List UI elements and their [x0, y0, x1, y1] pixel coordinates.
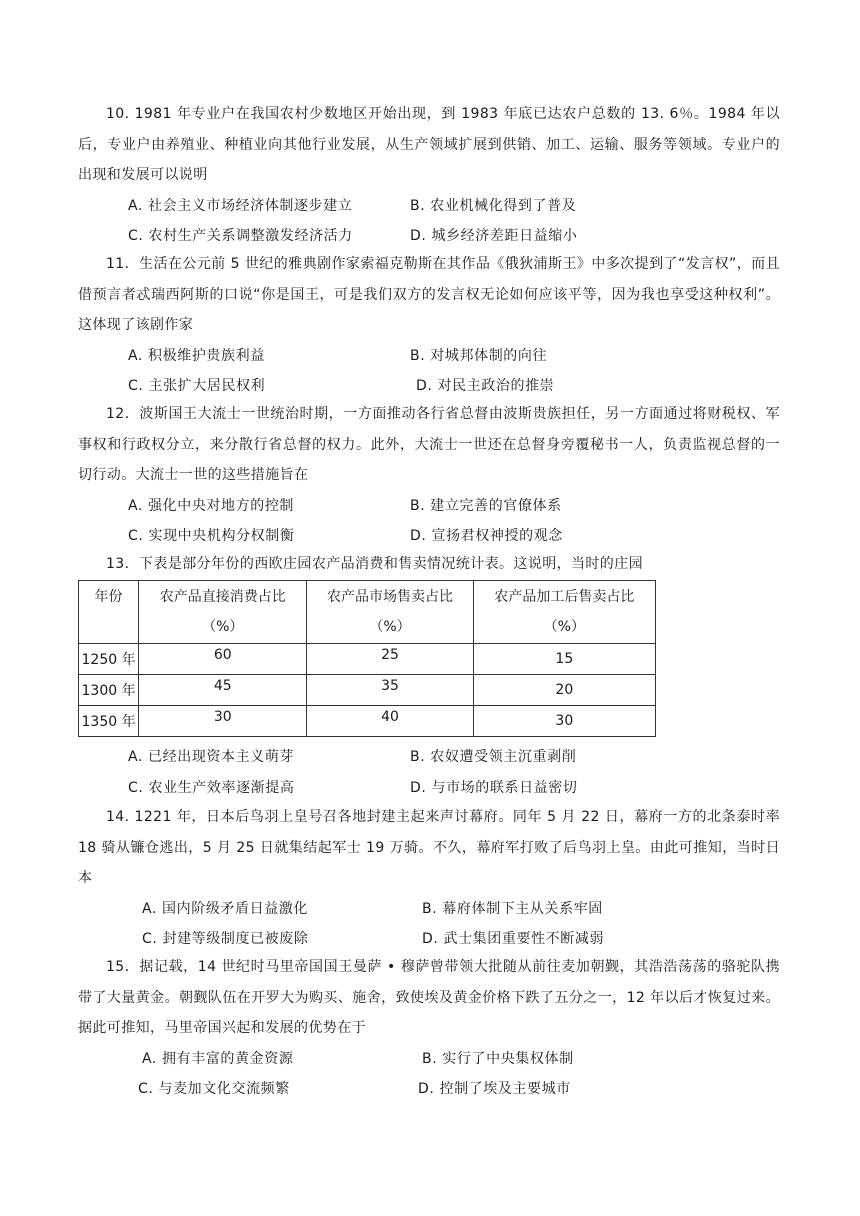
question-14-stem: 14. 1221 年，日本后鸟羽上皇号召各地封建主起来声讨幕府。同年 5 月 22 日，幕府一方的北条泰时率 18 骑从镰仓逃出，5 月 25 日就集结起军士 19 万骑。不久，幕府军打败了后鸟羽上皇。由此可推知，当时日本 [78, 809, 780, 886]
question-11 [78, 249, 780, 402]
question-13-stem: 13．下表是部分年份的西欧庄园农产品消费和售卖情况统计表。这说明，当时的庄园 [106, 556, 644, 572]
question-14-option-d: D. 武士集团重要性不断减弱 [422, 931, 605, 947]
table-cell-year: 1250 年 [79, 644, 139, 675]
table-header-row [79, 581, 656, 644]
table-cell: 30 [473, 706, 655, 737]
table-header-cell: 农产品直接消费占比 （%） [139, 581, 307, 644]
question-13-options-row1 [78, 742, 780, 773]
table-row [79, 706, 656, 737]
table-cell: 25 [307, 644, 473, 675]
question-13-option-b: B. 农奴遭受领主沉重剥削 [410, 749, 577, 765]
question-11-stem: 11．生活在公元前 5 世纪的雅典剧作家索福克勒斯在其作品《俄狄浦斯王》中多次提到了“发言权”，而且借预言者忒瑞西阿斯的口说“你是国王，可是我们双方的发言权无论如何应该平等，因为我也享受这种权利”。这体现了该剧作家 [78, 256, 780, 333]
table-cell-year: 1300 年 [79, 675, 139, 706]
question-14-options-row1 [78, 894, 780, 925]
question-10-options-row2 [78, 221, 780, 252]
table-cell: 30 [139, 706, 307, 737]
question-12 [78, 399, 780, 552]
question-15-option-d: D. 控制了埃及主要城市 [418, 1081, 571, 1097]
question-15-option-c: C. 与麦加文化交流频繁 [138, 1081, 290, 1097]
question-12-option-a: A. 强化中央对地方的控制 [128, 497, 295, 514]
question-11-options-row1 [78, 341, 780, 372]
question-14-option-c: C. 封建等级制度已被废除 [142, 931, 309, 947]
table-row [79, 675, 656, 706]
question-10-option-c: C. 农村生产关系调整激发经济活力 [128, 228, 353, 244]
table-cell: 15 [473, 644, 655, 675]
table-header-cell: 年份 [79, 581, 139, 644]
question-10-option-a: A. 社会主义市场经济体制逐步建立 [128, 197, 353, 214]
question-14-options-row2 [78, 924, 780, 955]
question-14-option-a: A. 国内阶级矛盾日益激化 [142, 900, 309, 917]
table-cell: 35 [307, 675, 473, 706]
table-cell-year: 1350 年 [79, 706, 139, 737]
question-15-options-row2 [78, 1074, 780, 1105]
question-12-options-row2 [78, 521, 780, 552]
table-cell: 45 [139, 675, 307, 706]
question-15-stem: 15．据记载，14 世纪时马里帝国国王曼萨 • 穆萨曾带领大批随从前往麦加朝觐，其浩浩荡荡的骆驼队携带了大量黄金。朝觐队伍在开罗大为购买、施舍，致使埃及黄金价格下跌了五分之一，12 年以后才恢复过来。据此可推知，马里帝国兴起和发展的优势在于 [78, 959, 780, 1036]
table-cell: 40 [307, 706, 473, 737]
question-14-option-b: B. 幕府体制下主从关系牢固 [422, 900, 603, 917]
question-13-option-c: C. 农业生产效率逐渐提高 [128, 779, 295, 796]
question-13-option-a: A. 已经出现资本主义萌芽 [128, 749, 295, 765]
question-12-options-row1 [78, 491, 780, 522]
question-10-stem: 10. 1981 年专业户在我国农村少数地区开始出现，到 1983 年底已达农户总数的 13. 6％。1984 年以后，专业户由养殖业、种植业向其他行业发展，从生产领域扩展到供销、加工、运输、服务等领域。专业户的出现和发展可以说明 [78, 106, 780, 183]
question-15-option-a: A. 拥有丰富的黄金资源 [142, 1050, 294, 1067]
question-11-option-a: A. 积极维护贵族利益 [128, 347, 265, 364]
question-12-option-d: D. 宣扬君权神授的观念 [410, 528, 563, 544]
question-13-options [78, 742, 780, 803]
question-12-option-c: C. 实现中央机构分权制衡 [128, 528, 295, 544]
question-13-option-d: D. 与市场的联系日益密切 [410, 779, 578, 796]
question-10 [78, 99, 780, 252]
question-10-option-d: D. 城乡经济差距日益缩小 [410, 228, 578, 244]
question-11-options-row2 [78, 371, 780, 402]
question-15 [78, 952, 780, 1105]
question-12-stem: 12．波斯国王大流士一世统治时期，一方面推动各行省总督由波斯贵族担任，另一方面通过将财税权、军事权和行政权分立，来分散行省总督的权力。此外，大流士一世还在总督身旁覆秘书一人，负责监视总督的一切行动。大流士一世的这些措施旨在 [78, 406, 780, 483]
question-13-options-row2 [78, 773, 780, 804]
question-11-option-b: B. 对城邦体制的向往 [410, 347, 548, 364]
table-cell: 20 [473, 675, 655, 706]
question-15-options-row1 [78, 1044, 780, 1075]
question-13 [78, 549, 780, 580]
table-header-cell: 农产品市场售卖占比 （%） [307, 581, 473, 644]
table-row [79, 644, 656, 675]
statistics-table [78, 580, 656, 737]
question-14 [78, 802, 780, 955]
table-cell: 60 [139, 644, 307, 675]
question-11-option-c: C. 主张扩大居民权利 [128, 378, 266, 394]
table-header-cell: 农产品加工后售卖占比 （%） [473, 581, 655, 644]
question-10-option-b: B. 农业机械化得到了普及 [410, 197, 577, 214]
question-15-option-b: B. 实行了中央集权体制 [422, 1050, 574, 1067]
question-12-option-b: B. 建立完善的官僚体系 [410, 497, 562, 514]
question-10-options-row1 [78, 191, 780, 222]
question-11-option-d: D. 对民主政治的推崇 [416, 378, 555, 394]
